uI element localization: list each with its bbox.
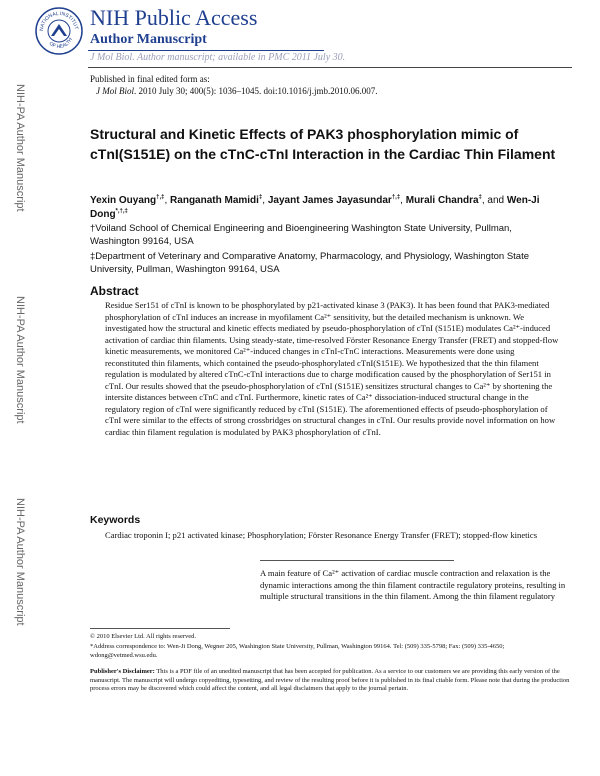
affiliation-2: ‡Department of Veterinary and Comparative Anatomy, Pharmacology, and Physiology, Washington State University, Pullman, Washington 99164, USA <box>90 251 529 275</box>
banner-divider <box>88 50 324 51</box>
svg-text:NIH-PA Author Manuscript: NIH-PA Author Manuscript <box>14 296 26 424</box>
abstract-heading: Abstract <box>90 284 139 298</box>
author-list <box>90 194 578 222</box>
svg-text:NIH-PA Author Manuscript: NIH-PA Author Manuscript <box>14 498 26 626</box>
seal-text-top: NATIONAL INSTITUT <box>38 10 79 32</box>
author-separator: , <box>262 195 268 206</box>
author-separator: , <box>400 195 406 206</box>
author-affiliation-mark: †,‡ <box>391 194 401 201</box>
banner-title: NIH Public Access <box>90 5 258 30</box>
journal-name: J Mol Biol <box>96 86 134 96</box>
copyright-notice: © 2010 Elsevier Ltd. All rights reserved. <box>90 633 197 640</box>
author-separator: , <box>164 195 171 206</box>
intro-paragraph: A main feature of Ca²⁺ activation of cardiac muscle contraction and relaxation is the dynamic interactions among the thin filament contractile regulatory proteins, resulting in multiple structural transitions in the thin filament. Among the thin filament regulatory <box>260 568 566 601</box>
affiliation-1: †Voiland School of Chemical Engineering and Bioengineering Washington State University, Pullman, Washington 99164, USA <box>90 223 512 247</box>
correspondence-note: *Address correspondence to: Wen-Ji Dong, Wegner 205, Washington State University, Pullman, Washington 99164. Tel: (509) 335-5798; Fax: (509) 335-4650; wdong@vetmed.wsu.edu. <box>90 643 505 659</box>
citation-details: . 2010 July 30; 400(5): 1036–1045. doi:10.1016/j.jmb.2010.06.007. <box>134 86 378 96</box>
author-affiliation-mark: ‡ <box>258 194 263 201</box>
banner-subtitle: Author Manuscript <box>90 32 207 47</box>
disclaimer-label: Publisher's Disclaimer: <box>90 668 155 675</box>
section-divider <box>260 560 454 561</box>
author-name: Yexin Ouyang <box>90 195 157 206</box>
author-name: Wen-Ji Dong <box>90 195 540 220</box>
svg-text:NATIONAL INSTITUTES <box>34 6 79 31</box>
author-affiliation-mark: *,†,‡ <box>115 208 128 215</box>
article-title: Structural and Kinetic Effects of PAK3 phosphorylation mimic of cTnI(S151E) on the cTnC-cTnI Interaction in the Cardiac Thin Filament <box>90 126 556 162</box>
svg-text:NIH-PA Author Manuscript: NIH-PA Author Manuscript <box>14 84 26 212</box>
author-affiliation-mark: ‡ <box>478 194 482 201</box>
side-label-2 <box>6 296 26 526</box>
publication-divider <box>88 67 572 68</box>
side-label-1 <box>6 84 26 314</box>
author-name: Ranganath Mamidi <box>170 195 259 206</box>
disclaimer-text: This is a PDF file of an unedited manuscript that has been accepted for publication. As a service to our customers we are providing this early version of the manuscript. The manuscript will undergo copyediting, typesetting, and review of the resulting proof before it is published in its final citable form. Please note that during the production process errors may be discovered which could affect the content, and all legal disclaimers that apply to the journal pertain. <box>90 668 570 692</box>
side-label-3 <box>6 498 26 728</box>
citation <box>96 86 378 96</box>
keywords-text: Cardiac troponin I; p21 activated kinase; Phosphorylation; Förster Resonance Energy Transfer (FRET); stopped-flow kinetics <box>105 530 538 540</box>
footnote-divider <box>90 628 230 629</box>
seal-text-bottom: OF HEALTH <box>47 37 74 51</box>
nih-seal-logo <box>34 6 84 56</box>
publisher-disclaimer <box>90 668 570 694</box>
author-name: Jayant James Jayasundar <box>267 195 392 206</box>
author-name: Murali Chandra <box>405 195 479 206</box>
author-affiliation-mark: †,‡ <box>156 194 165 201</box>
published-label: Published in final edited form as: <box>90 74 210 84</box>
abstract-text: Residue Ser151 of cTnI is known to be phosphorylated by p21-activated kinase 3 (PAK3). It has been found that PAK3-mediated phosphorylation of cTnI induces an increase in myofilament Ca²⁺ sensitivity, but the detailed mechanism is unknown. We investigated how the structural and kinetic effects mediated by pseudo-phosphorylation of cTnI (S151E) modulates Ca²⁺-induced activation of cardiac thin filaments. Using steady-state, time-resolved Förster Resonance Energy Transfer (FRET) and stopped-flow kinetic measurements, we monitored Ca²⁺-induced changes in cTnI-cTnC interactions. Measurements were done using reconstituted thin filaments, which contained the pseudo-phosphorylated cTnI(S151E). We hypothesized that the thin filament regulation is modulated by altered cTnC-cTnI interactions due to charge modification caused by the phosphorylation of Ser151 in cTnI. Our results showed that the pseudo-phosphorylation of cTnI (S151E) sensitizes structural changes to Ca²⁺ by shortening the intersite distances between cTnC and cTnI. Furthermore, kinetic rates of Ca²⁺ dissociation-induced structural change in the regulatory region of cTnI were significantly reduced by cTnI (S151E). The aforementioned effects of pseudo-phosphorylation of cTnI were similar to the effects of strong crossbridges on structural changes in cTnI. Our results provide novel information on how cardiac thin filament regulation is modulated by PAK3 phosphorylation of cTnI. <box>105 300 559 437</box>
banner-availability: J Mol Biol. Author manuscript; available in PMC 2011 July 30. <box>90 52 346 63</box>
keywords-heading: Keywords <box>90 514 141 526</box>
author-separator: , and <box>481 195 507 206</box>
